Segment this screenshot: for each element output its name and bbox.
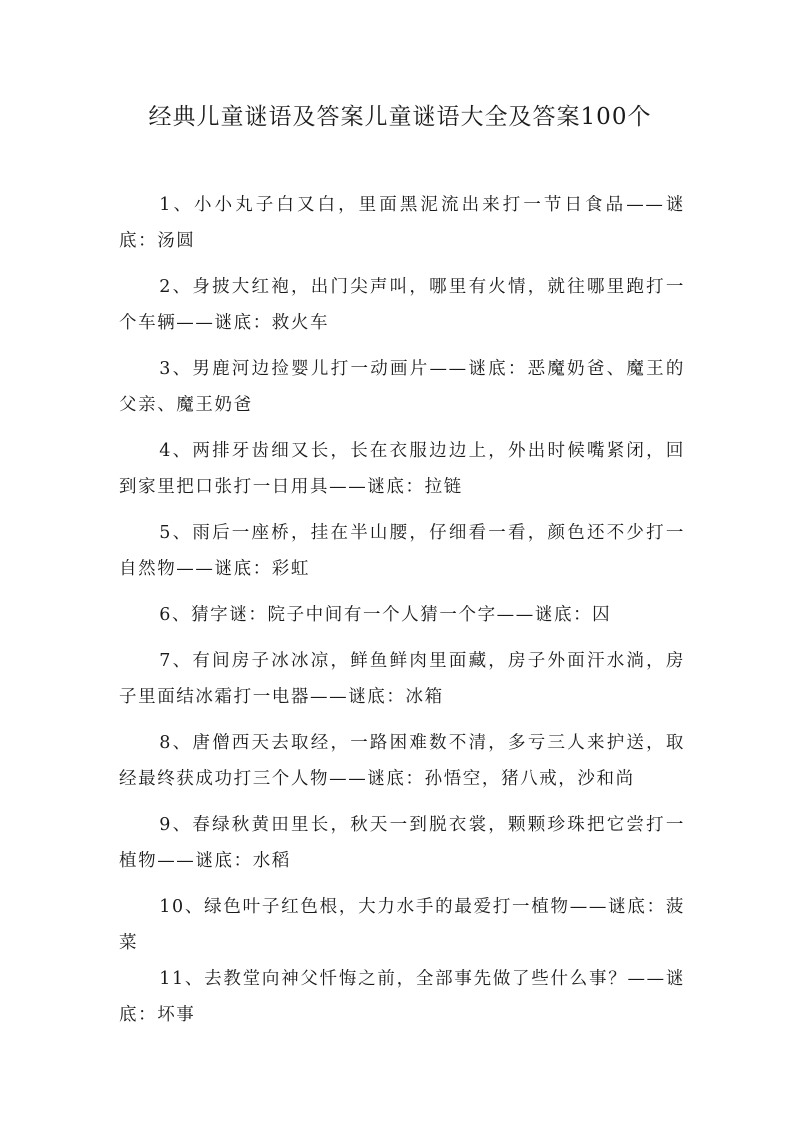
riddle-item-2: 2、身披大红袍，出门尖声叫，哪里有火情，就往哪里跑打一个车辆——谜底：救火车 [119, 277, 685, 333]
riddle-item-5: 5、雨后一座桥，挂在半山腰，仔细看一看，颜色还不少打一自然物——谜底：彩虹 [119, 523, 685, 579]
riddle-list [119, 187, 685, 1043]
riddle-item-4: 4、两排牙齿细又长，长在衣服边边上，外出时候嘴紧闭，回到家里把口张打一日用具——谜底：拉链 [119, 441, 685, 497]
page-title: 经典儿童谜语及答案儿童谜语大全及答案100个 [148, 104, 652, 130]
riddle-item-9: 9、春绿秋黄田里长，秋天一到脱衣裳，颗颗珍珠把它尝打一植物——谜底：水稻 [119, 815, 685, 871]
riddle-item-10: 10、绿色叶子红色根，大力水手的最爱打一植物——谜底：菠菜 [119, 897, 685, 953]
riddle-item-1: 1、小小丸子白又白，里面黑泥流出来打一节日食品——谜底：汤圆 [119, 195, 685, 251]
riddle-item-6: 6、猜字谜：院子中间有一个人猜一个字——谜底：囚 [159, 605, 612, 625]
riddle-item-8: 8、唐僧西天去取经，一路困难数不清，多亏三人来护送，取经最终获成功打三个人物——谜底：孙悟空，猪八戒，沙和尚 [119, 733, 685, 789]
riddle-item-11: 11、去教堂向神父忏悔之前，全部事先做了些什么事？——谜底：坏事 [119, 969, 685, 1025]
riddle-item-7: 7、有间房子冰冰凉，鲜鱼鲜肉里面藏，房子外面汗水淌，房子里面结冰霜打一电器——谜底：冰箱 [119, 651, 685, 707]
riddle-item-3: 3、男鹿河边捡婴儿打一动画片——谜底：恶魔奶爸、魔王的父亲、魔王奶爸 [119, 359, 685, 415]
